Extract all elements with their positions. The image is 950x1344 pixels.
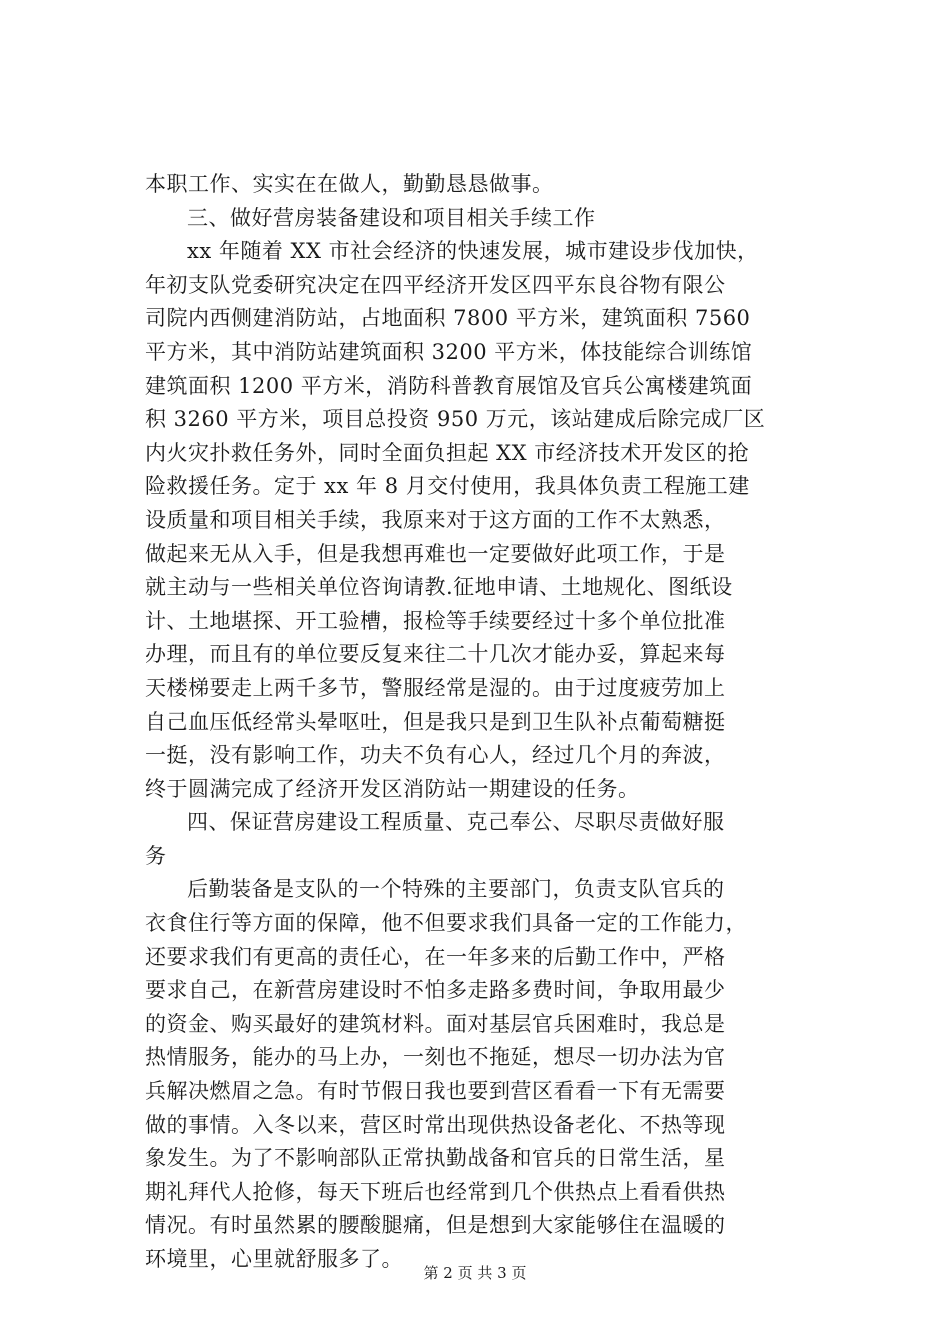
text-line: 终于圆满完成了经济开发区消防站一期建设的任务。: [145, 776, 640, 801]
text-line: 情况。有时虽然累的腰酸腿痛，但是想到大家能够住在温暖的: [145, 1213, 726, 1238]
text-line: 年初支队党委研究决定在四平经济开发区四平东良谷物有限公: [145, 272, 726, 297]
text-line: 做起来无从入手，但是我想再难也一定要做好此项工作，于是: [145, 541, 726, 566]
text-line: xx 年随着 XX 市社会经济的快速发展，城市建设步伐加快，: [187, 239, 759, 264]
text-line: 环境里，心里就舒服多了。: [145, 1247, 403, 1271]
text-line: 天楼梯要走上两千多节，警服经常是湿的。由于过度疲劳加上: [145, 675, 726, 700]
text-line: 积 3260 平方米，项目总投资 950 万元，该站建成后除完成厂区: [145, 407, 766, 432]
text-line: 期礼拜代人抢修，每天下班后也经常到几个供热点上看看供热: [145, 1179, 726, 1204]
page-number-footer: 第 2 页 共 3 页: [423, 1264, 527, 1282]
text-line: 兵解决燃眉之急。有时节假日我也要到营区看看一下有无需要: [145, 1079, 726, 1104]
text-line: 一挺，没有影响工作，功夫不负有心人，经过几个月的奔波，: [145, 743, 726, 768]
text-line: 就主动与一些相关单位咨询请教.征地申请、土地规化、图纸设: [145, 575, 733, 600]
text-line: 热情服务，能办的马上办，一刻也不拖延，想尽一切办法为官: [145, 1045, 726, 1070]
text-line: 办理，而且有的单位要反复来往二十几次才能办妥，算起来每: [145, 642, 726, 667]
text-line: 建筑面积 1200 平方米，消防科普教育展馆及官兵公寓楼建筑面: [145, 373, 753, 398]
document-body: [145, 168, 825, 1277]
text-line: 设质量和项目相关手续，我原来对于这方面的工作不太熟悉，: [145, 507, 726, 532]
text-line: 衣食住行等方面的保障，他不但要求我们具备一定的工作能力，: [145, 911, 747, 936]
text-line: 内火灾扑救任务外，同时全面负担起 XX 市经济技术开发区的抢: [145, 440, 750, 465]
section-heading-3: 三、做好营房装备建设和项目相关手续工作: [187, 205, 596, 230]
text-line: 象发生。为了不影响部队正常执勤战备和官兵的日常生活，星: [145, 1146, 726, 1171]
text-line: 自己血压低经常头晕呕吐，但是我只是到卫生队补点葡萄糖挺: [145, 709, 726, 734]
text-line: 平方米，其中消防站建筑面积 3200 平方米，体技能综合训练馆: [145, 339, 753, 364]
section-heading-4-continued: 务: [145, 843, 167, 868]
text-line: 本职工作、实实在在做人，勤勤恳恳做事。: [145, 172, 554, 196]
section-heading-4: 四、保证营房建设工程质量、克己奉公、尽职尽责做好服: [187, 810, 725, 835]
text-line: 计、土地堪探、开工验槽，报检等手续要经过十多个单位批准: [145, 608, 726, 633]
text-line: 的资金、购买最好的建筑材料。面对基层官兵困难时，我总是: [145, 1011, 726, 1036]
text-line: 做的事情。入冬以来，营区时常出现供热设备老化、不热等现: [145, 1112, 726, 1137]
text-line: 还要求我们有更高的责任心，在一年多来的后勤工作中，严格: [145, 944, 726, 969]
text-line: 险救援任务。定于 xx 年 8 月交付使用，我具体负责工程施工建: [145, 474, 750, 499]
text-line: 要求自己，在新营房建设时不怕多走路多费时间，争取用最少: [145, 978, 726, 1003]
text-line: 司院内西侧建消防站，占地面积 7800 平方米，建筑面积 7560: [145, 306, 751, 331]
text-line: 后勤装备是支队的一个特殊的主要部门，负责支队官兵的: [187, 877, 725, 902]
